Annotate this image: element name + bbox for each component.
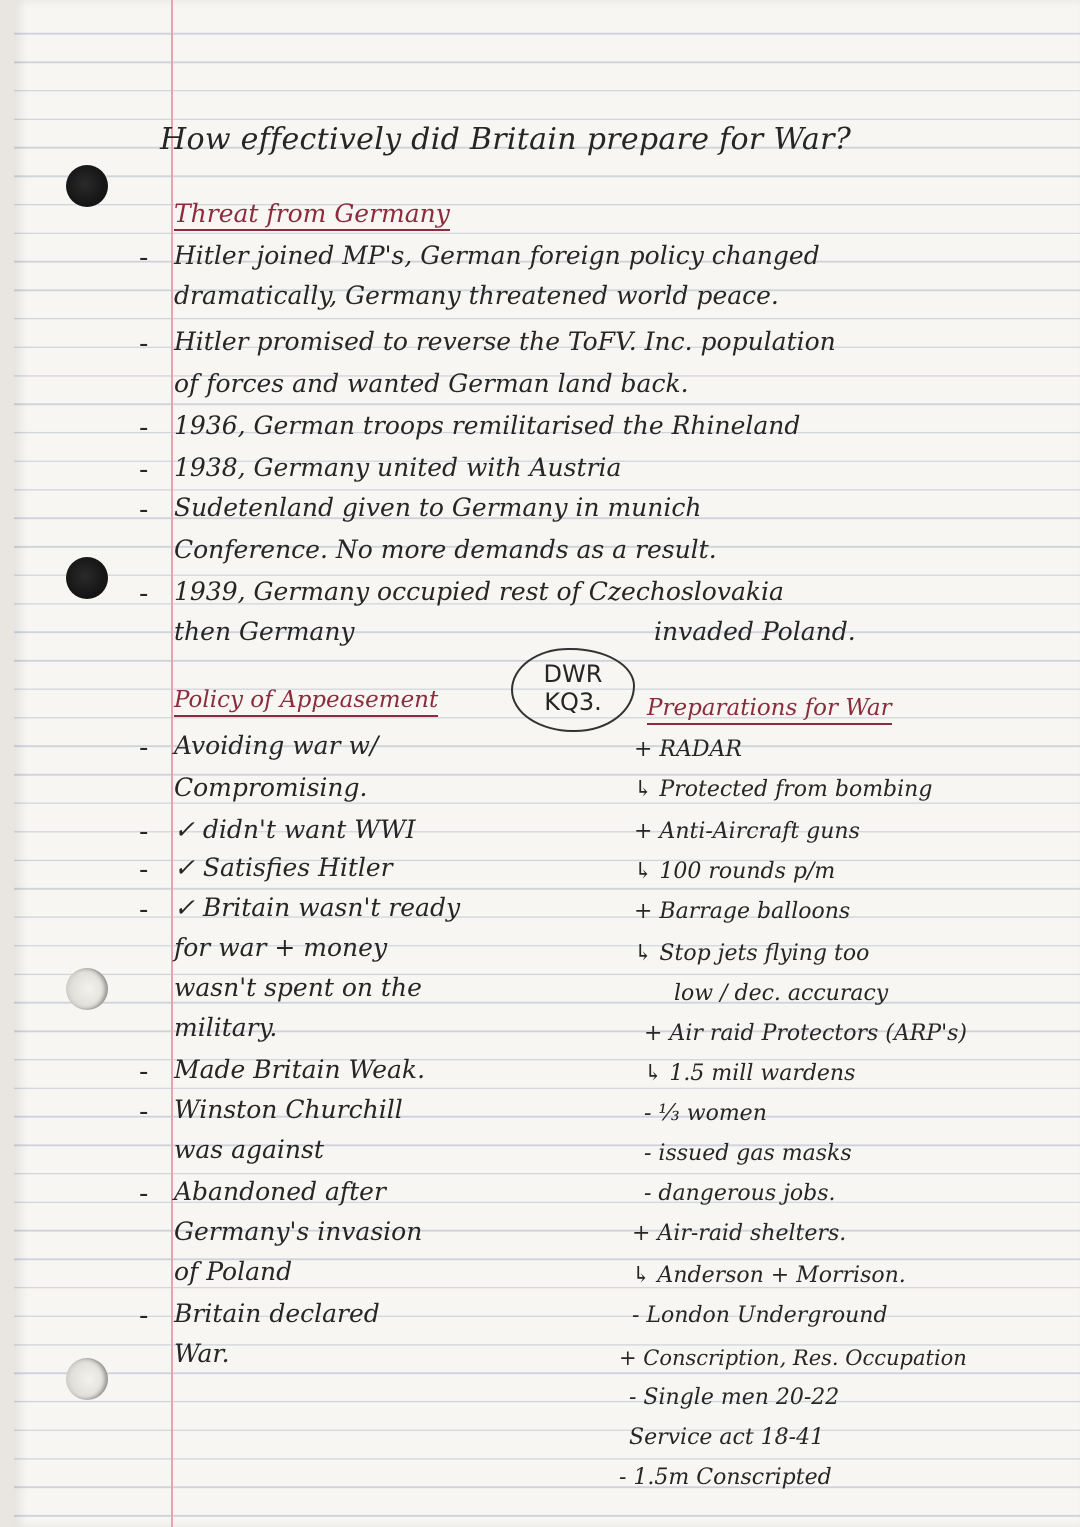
appeasement-line: Germany's invasion xyxy=(174,1217,423,1246)
bullet-dash: - xyxy=(139,413,149,443)
bullet-dash: - xyxy=(139,495,149,525)
bullet-dash: - xyxy=(139,817,149,847)
preparations-line: + Air raid Protectors (ARP's) xyxy=(644,1021,967,1046)
appeasement-line: was against xyxy=(174,1135,324,1164)
bullet-dash: - xyxy=(139,1301,149,1331)
appeasement-line: Abandoned after xyxy=(174,1177,386,1206)
appeasement-line: Avoiding war w/ xyxy=(174,731,379,760)
appeasement-line: of Poland xyxy=(174,1257,293,1286)
threat-line: dramatically, Germany threatened world peace. xyxy=(174,281,779,310)
bullet-dash: - xyxy=(139,895,149,925)
binder-hole xyxy=(66,1358,108,1400)
bullet-dash: - xyxy=(139,329,149,359)
appeasement-line: Winston Churchill xyxy=(174,1095,403,1124)
preparations-line: ↳ Anderson + Morrison. xyxy=(632,1263,906,1288)
threat-line: 1936, German troops remilitarised the Rhineland xyxy=(174,411,801,440)
threat-line: Conference. No more demands as a result. xyxy=(174,535,717,564)
notebook-page xyxy=(14,0,1080,1527)
threat-heading: Threat from Germany xyxy=(174,200,450,231)
bullet-dash: - xyxy=(139,733,149,763)
appeasement-line: Compromising. xyxy=(174,773,368,802)
margin-line xyxy=(171,0,173,1527)
threat-line: invaded Poland. xyxy=(654,617,856,646)
appeasement-heading: Policy of Appeasement xyxy=(174,686,438,717)
appeasement-line: for war + money xyxy=(174,933,388,962)
appeasement-line: military. xyxy=(174,1013,278,1042)
threat-line: 1938, Germany united with Austria xyxy=(174,453,622,482)
preparations-line: ↳ 1.5 mill wardens xyxy=(644,1061,856,1086)
preparations-line: + Conscription, Res. Occupation xyxy=(619,1346,967,1370)
preparations-line: Service act 18-41 xyxy=(629,1425,825,1450)
appeasement-line: wasn't spent on the xyxy=(174,973,422,1002)
binder-hole xyxy=(66,165,108,207)
bullet-dash: - xyxy=(139,455,149,485)
preparations-line: + Anti-Aircraft guns xyxy=(634,819,860,844)
preparations-line: + RADAR xyxy=(634,737,742,762)
preparations-line: + Barrage balloons xyxy=(634,899,851,924)
binder-hole xyxy=(66,968,108,1010)
bullet-dash: - xyxy=(139,855,149,885)
preparations-line: low / dec. accuracy xyxy=(674,981,889,1006)
preparations-line: ↳ 100 rounds p/m xyxy=(634,859,836,884)
preparations-line: + Air-raid shelters. xyxy=(632,1221,847,1246)
threat-line: of forces and wanted German land back. xyxy=(174,369,689,398)
preparations-line: ↳ Protected from bombing xyxy=(634,777,933,802)
bullet-dash: - xyxy=(139,243,149,273)
preparations-line: - issued gas masks xyxy=(644,1141,852,1166)
note-line: DWR xyxy=(543,660,603,688)
preparations-line: - Single men 20-22 xyxy=(629,1385,840,1410)
preparations-line: - dangerous jobs. xyxy=(644,1181,836,1206)
appeasement-line: ✓ didn't want WWI xyxy=(174,815,416,844)
page-title: How effectively did Britain prepare for War? xyxy=(160,122,852,157)
appeasement-line: Made Britain Weak. xyxy=(174,1055,426,1084)
binder-hole xyxy=(66,557,108,599)
preparations-line: ↳ Stop jets flying too xyxy=(634,941,870,966)
bullet-dash: - xyxy=(139,1097,149,1127)
appeasement-line: ✓ Satisfies Hitler xyxy=(174,853,393,882)
cloud-note xyxy=(511,648,635,732)
appeasement-line: War. xyxy=(174,1339,230,1368)
threat-line: Sudetenland given to Germany in munich xyxy=(174,493,702,522)
preparations-line: - ⅓ women xyxy=(644,1101,767,1126)
threat-line: Hitler joined MP's, German foreign policy changed xyxy=(174,241,820,270)
threat-line: Hitler promised to reverse the ToFV. Inc. population xyxy=(174,327,836,356)
bullet-dash: - xyxy=(139,1179,149,1209)
threat-line: 1939, Germany occupied rest of Czechoslovakia xyxy=(174,577,784,606)
appeasement-line: ✓ Britain wasn't ready xyxy=(174,893,461,922)
preparations-heading: Preparations for War xyxy=(647,694,892,725)
appeasement-line: Britain declared xyxy=(174,1299,380,1328)
bullet-dash: - xyxy=(139,1057,149,1087)
threat-line: then Germany xyxy=(174,617,355,646)
preparations-line: - London Underground xyxy=(632,1303,888,1328)
note-line: KQ3. xyxy=(544,688,602,716)
bullet-dash: - xyxy=(139,579,149,609)
preparations-line: - 1.5m Conscripted xyxy=(619,1465,832,1490)
